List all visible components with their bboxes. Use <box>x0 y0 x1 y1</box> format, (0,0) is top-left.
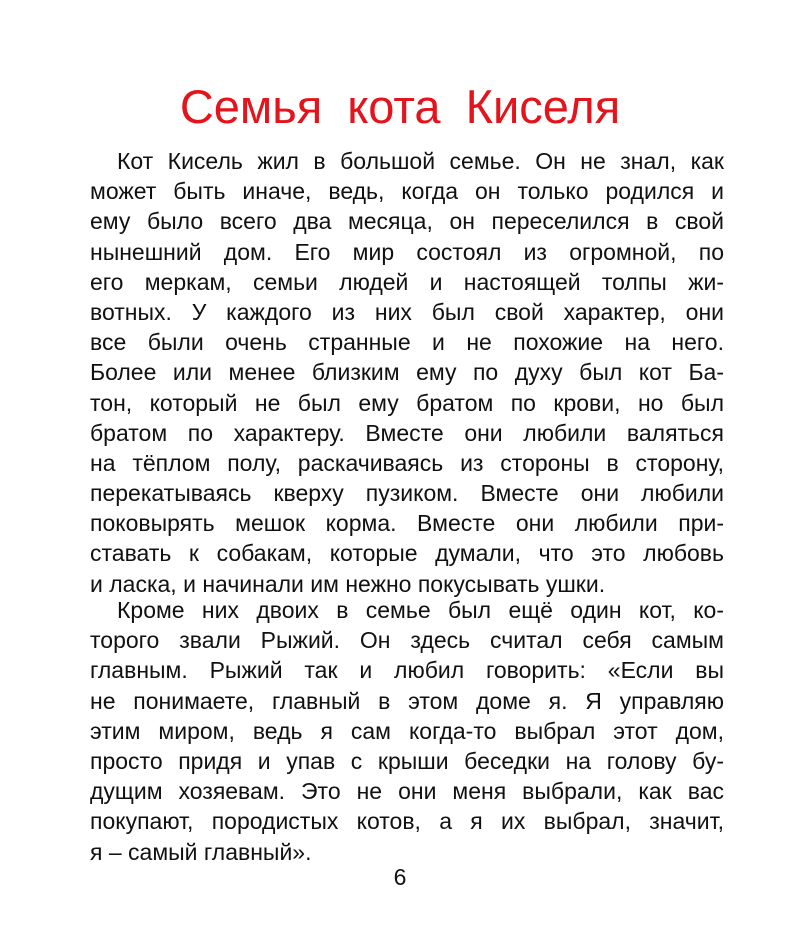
page-number: 6 <box>393 864 407 890</box>
text-line: ему было всего два месяца, он переселился в свой <box>90 208 724 235</box>
paragraph-1 <box>90 146 724 599</box>
text-line: торого звали Рыжий. Он здесь считал себя самым <box>90 627 724 654</box>
text-line: его меркам, семьи людей и настоящей толпы жи- <box>90 268 724 295</box>
text-line: поковырять мешок корма. Вместе они любили при- <box>90 510 724 537</box>
text-line: может быть иначе, ведь, когда он только родился и <box>90 178 724 205</box>
text-line: на тёплом полу, раскачиваясь из стороны в сторону, <box>90 449 724 476</box>
page-title: Семья кота Киселя <box>179 80 621 133</box>
text-line: вотных. У каждого из них был свой характер, они <box>90 298 724 325</box>
text-line: этим миром, ведь я сам когда-то выбрал этот дом, <box>90 717 724 744</box>
text-line: все были очень странные и не похожие на него. <box>90 329 724 356</box>
paragraph-2 <box>90 595 724 867</box>
text-line: дущим хозяевам. Это не они меня выбрали, как вас <box>90 778 724 805</box>
text-line: перекатываясь кверху пузиком. Вместе они любили <box>90 480 724 507</box>
text-line: я – самый главный». <box>90 838 312 865</box>
text-line: покупают, породистых котов, а я их выбрал, значит, <box>90 808 724 835</box>
text-line: просто придя и упав с крыши беседки на голову бу- <box>90 747 724 774</box>
text-line: ставать к собакам, которые думали, что это любовь <box>90 540 724 567</box>
text-line: Более или менее близким ему по духу был кот Ба- <box>90 359 724 386</box>
text-line: нынешний дом. Его мир состоял из огромной, по <box>90 238 724 265</box>
text-line: Кроме них двоих в семье был ещё один кот, ко- <box>117 597 724 623</box>
text-line: братом по характеру. Вместе они любили валяться <box>90 419 724 446</box>
text-line: главным. Рыжий так и любил говорить: «Если вы <box>90 657 724 684</box>
text-line: Кот Кисель жил в большой семье. Он не знал, как <box>117 148 724 174</box>
text-line: и ласка, и начинали им нежно покусывать ушки. <box>90 570 606 597</box>
text-line: не понимаете, главный в этом доме я. Я управляю <box>90 687 724 714</box>
text-line: тон, который не был ему братом по крови, но был <box>90 389 724 416</box>
